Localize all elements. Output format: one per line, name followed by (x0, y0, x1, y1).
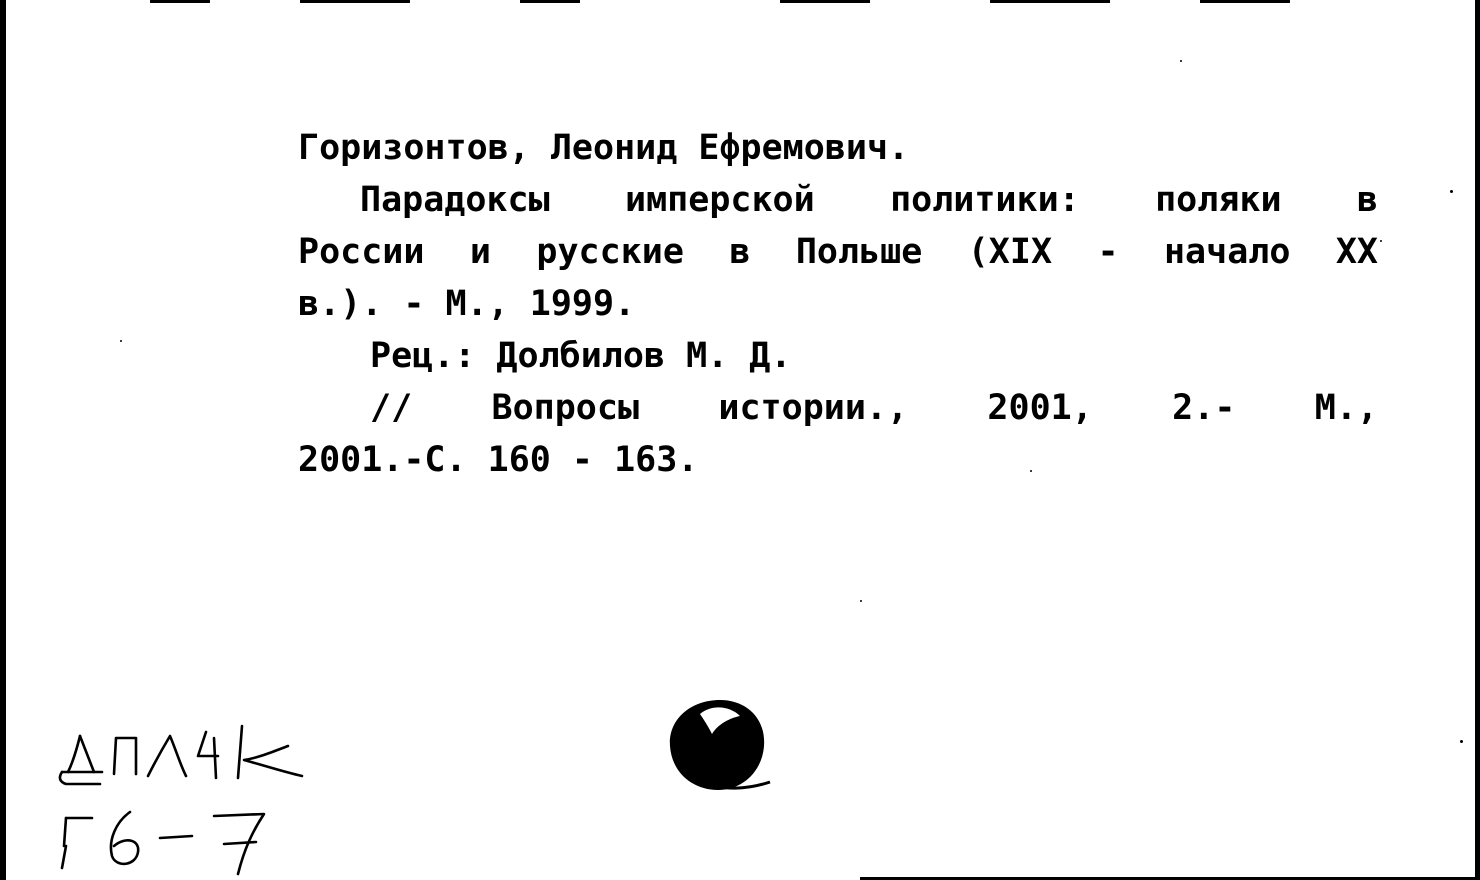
handwritten-shelf-mark (52, 718, 332, 878)
publication-line: в.). - М., 1999. (298, 284, 636, 324)
card-right-edge (1475, 0, 1480, 880)
pages-line: 2001.-С. 160 - 163. (298, 440, 699, 480)
scan-speck (1030, 470, 1032, 472)
card-top-edge (520, 0, 580, 3)
author-line: Горизонтов, Леонид Ефремович. (298, 128, 910, 168)
source-line: // Вопросы истории., 2001, 2.- М., (370, 388, 1378, 428)
card-punch-hole (660, 694, 780, 804)
card-top-edge (990, 0, 1110, 3)
title-line: Парадоксы имперской политики: поляки в (360, 180, 1378, 220)
bibliographic-entry (298, 122, 1378, 486)
scan-speck (1450, 190, 1453, 193)
card-top-edge (150, 0, 210, 3)
scan-speck (1180, 60, 1182, 62)
review-line: Рец.: Долбилов М. Д. (370, 336, 792, 376)
scan-speck (1380, 240, 1382, 242)
card-top-edge (300, 0, 410, 3)
card-top-edge (1200, 0, 1290, 3)
scan-speck (860, 600, 862, 602)
title-line: России и русские в Польше (XIX - начало XX (298, 232, 1378, 272)
scan-speck (1460, 740, 1463, 743)
scan-speck (120, 340, 122, 342)
card-left-edge (0, 0, 6, 880)
card-top-edge (780, 0, 870, 3)
